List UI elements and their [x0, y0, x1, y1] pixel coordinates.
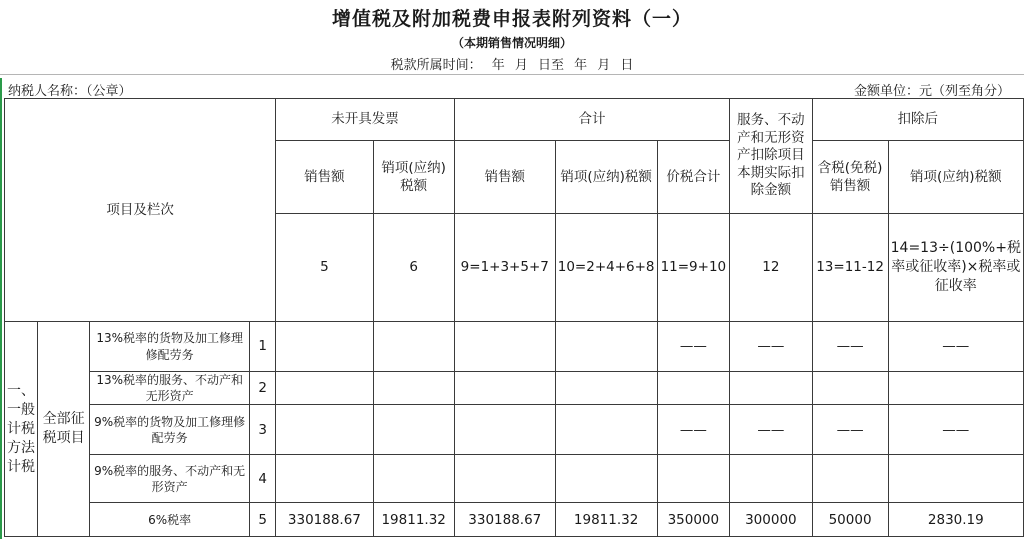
output-tax-cell[interactable] — [373, 372, 454, 405]
na-dash: —— — [812, 322, 888, 372]
na-dash: —— — [730, 405, 812, 455]
row-item-name: 9%税率的货物及加工修理修配劳务 — [90, 405, 250, 455]
row-number: 3 — [250, 405, 276, 455]
sales-total-cell[interactable] — [454, 372, 555, 405]
column-number: 6 — [373, 214, 454, 322]
column-number: 14=13÷(100%+税率或征收率)×税率或征收率 — [888, 214, 1023, 322]
output-tax-after-cell[interactable] — [888, 372, 1023, 405]
sales-column-header: 销售额 — [276, 141, 373, 214]
taxincl-sales-cell[interactable]: 50000 — [812, 503, 888, 537]
taxpayer-name-label: 纳税人名称：（公章） — [8, 84, 132, 99]
row-item-name: 6%税率 — [90, 503, 250, 537]
column-number: 12 — [730, 214, 812, 322]
na-dash: —— — [812, 405, 888, 455]
output-tax-cell[interactable] — [373, 405, 454, 455]
output-tax-after-cell[interactable]: 2830.19 — [888, 503, 1023, 537]
column-number: 9=1+3+5+7 — [454, 214, 555, 322]
deduction-cell[interactable] — [730, 455, 812, 503]
amount-unit-label: 金额单位：元（列至角分） — [853, 84, 1010, 99]
taxincl-sales-cell[interactable] — [812, 372, 888, 405]
deduction-cell[interactable] — [730, 372, 812, 405]
output-tax-total-cell[interactable] — [555, 405, 657, 455]
price-tax-total-cell[interactable]: 350000 — [657, 503, 730, 537]
form-subtitle: （本期销售情况明细） — [451, 36, 572, 50]
category-label: 全部征税项目 — [38, 322, 90, 537]
total-group-header: 合计 — [454, 99, 729, 141]
row-item-name: 9%税率的服务、不动产和无形资产 — [90, 455, 250, 503]
sales-total-cell[interactable] — [454, 405, 555, 455]
form-title: 增值税及附加税费申报表附列资料（一） — [331, 8, 692, 30]
price-tax-total-cell[interactable] — [657, 455, 730, 503]
sales-total-cell[interactable] — [454, 322, 555, 372]
output-tax-total-cell[interactable] — [555, 455, 657, 503]
row-number: 5 — [250, 503, 276, 537]
column-number: 10=2+4+6+8 — [555, 214, 657, 322]
output-tax-cell[interactable] — [373, 322, 454, 372]
output-tax-cell[interactable] — [373, 455, 454, 503]
price-tax-total-cell[interactable] — [657, 372, 730, 405]
taxincl-sales-cell[interactable] — [812, 455, 888, 503]
sales-detail-table — [4, 98, 1024, 537]
output-tax-after-cell[interactable] — [888, 455, 1023, 503]
sheet-edge-marker — [0, 78, 2, 539]
row-number: 4 — [250, 455, 276, 503]
row-number: 1 — [250, 322, 276, 372]
na-dash: —— — [657, 405, 730, 455]
output-tax-total-cell[interactable]: 19811.32 — [555, 503, 657, 537]
column-number: 13=11-12 — [812, 214, 888, 322]
row-number: 2 — [250, 372, 276, 405]
na-dash: —— — [657, 322, 730, 372]
output-tax-total-column-header: 销项(应纳)税额 — [555, 141, 657, 214]
item-column-header: 项目及栏次 — [5, 99, 276, 322]
output-tax-total-cell[interactable] — [555, 372, 657, 405]
header-divider — [0, 74, 1024, 75]
sales-cell[interactable] — [276, 405, 373, 455]
row-item-name: 13%税率的货物及加工修理修配劳务 — [90, 322, 250, 372]
na-dash: —— — [730, 322, 812, 372]
tax-period: 税款所属时间： 年 月 日至 年 月 日 — [390, 58, 634, 73]
deduction-cell[interactable]: 300000 — [730, 503, 812, 537]
price-tax-total-column-header: 价税合计 — [657, 141, 730, 214]
uninvoiced-group-header: 未开具发票 — [276, 99, 455, 141]
output-tax-column-header: 销项(应纳)税额 — [373, 141, 454, 214]
taxincl-sales-column-header: 含税(免税)销售额 — [812, 141, 888, 214]
section-label: 一、一般计税方法计税 — [5, 322, 38, 537]
sales-cell[interactable] — [276, 322, 373, 372]
sales-cell[interactable] — [276, 372, 373, 405]
output-tax-after-column-header: 销项(应纳)税额 — [888, 141, 1023, 214]
sales-total-cell[interactable]: 330188.67 — [454, 503, 555, 537]
sales-cell[interactable]: 330188.67 — [276, 503, 373, 537]
column-number: 11=9+10 — [657, 214, 730, 322]
sales-total-cell[interactable] — [454, 455, 555, 503]
output-tax-total-cell[interactable] — [555, 322, 657, 372]
row-item-name: 13%税率的服务、不动产和无形资产 — [90, 372, 250, 405]
output-tax-cell[interactable]: 19811.32 — [373, 503, 454, 537]
na-dash: —— — [888, 405, 1023, 455]
sales-cell[interactable] — [276, 455, 373, 503]
column-number: 5 — [276, 214, 373, 322]
na-dash: —— — [888, 322, 1023, 372]
deduction-column-header: 服务、不动产和无形资产扣除项目本期实际扣除金额 — [730, 99, 812, 214]
after-deduction-group-header: 扣除后 — [812, 99, 1023, 141]
sales-total-column-header: 销售额 — [454, 141, 555, 214]
